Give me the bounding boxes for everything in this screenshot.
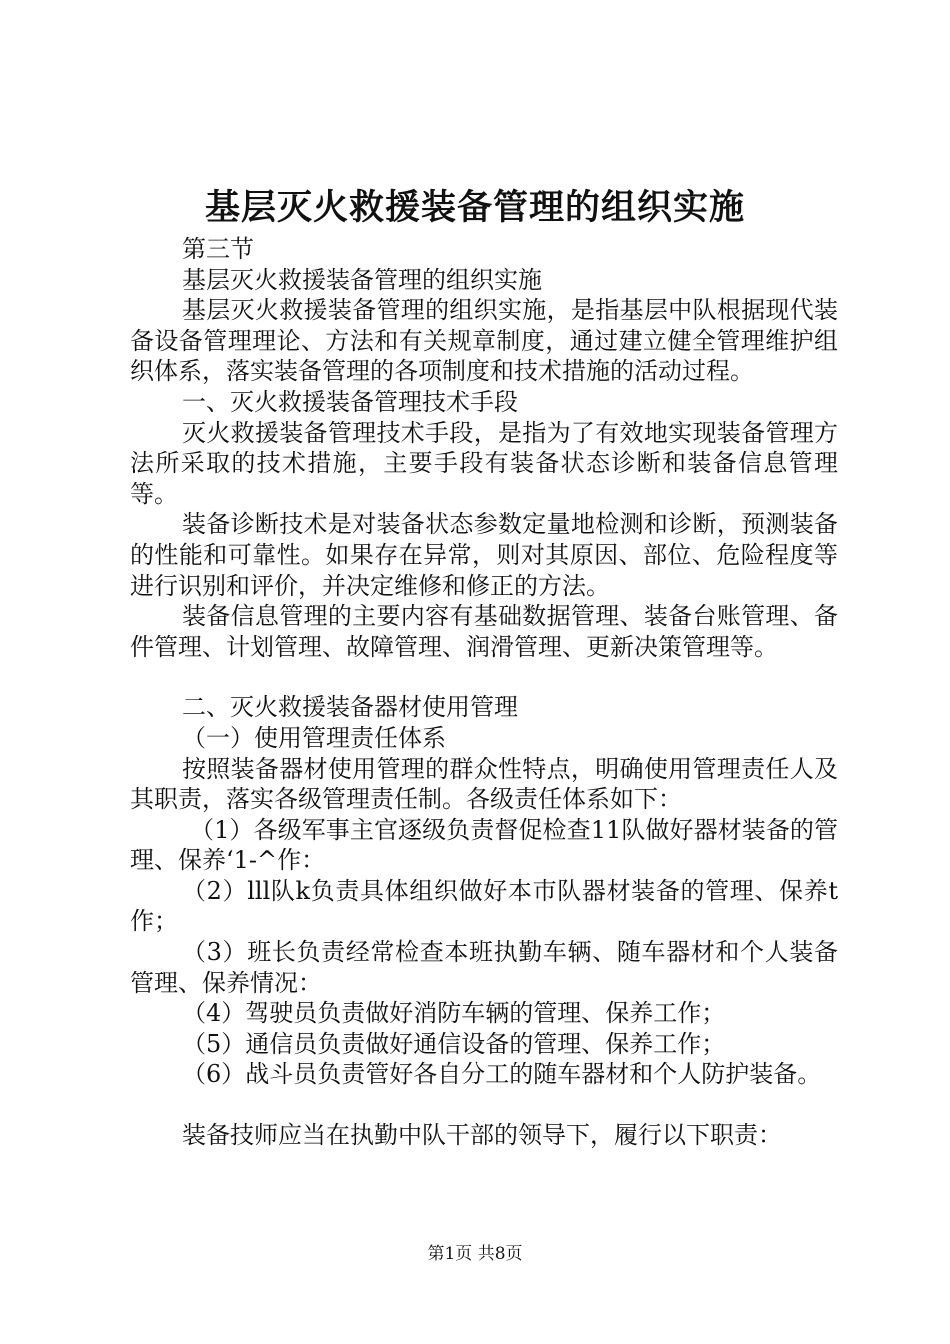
section-title: 基层灭火救援装备管理的组织实施 — [182, 265, 542, 294]
section-label: 第三节 — [182, 235, 254, 263]
heading-usage-management: 二、灭火救援装备器材使用管理 — [182, 693, 518, 722]
list-item: （4）驾驶员负责做好消防车辆的管理、保养工作； — [182, 999, 726, 1028]
subheading-responsibility-system: （一）使用管理责任体系 — [182, 723, 446, 752]
paragraph-diagnosis: 装备诊断技术是对装备状态参数定量地检测和诊断，预测装备的性能和可靠性。如果存在异常，则对其原因、部位、危险程度等进行识别和评价，并决定维修和修正的方法。 — [130, 510, 838, 600]
heading-technical-means: 一、灭火救援装备管理技术手段 — [182, 387, 518, 416]
paragraph-technician-duties: 装备技师应当在执勤中队干部的领导下，履行以下职责： — [182, 1121, 782, 1150]
list-item: （6）战斗员负责管好各自分工的随车器材和个人防护装备。 — [182, 1060, 822, 1089]
paragraph-responsibility: 按照装备器材使用管理的群众性特点，明确使用管理责任人及其职责，落实各级管理责任制。各级责任体系如下： — [130, 754, 838, 814]
paragraph-technical-means: 灭火救援装备管理技术手段，是指为了有效地实现装备管理方法所采取的技术措施，主要手段有装备状态诊断和装备信息管理等。 — [130, 418, 838, 508]
intro-paragraph: 基层灭火救援装备管理的组织实施，是指基层中队根据现代装备设备管理理论、方法和有关规章制度，通过建立健全管理维护组织体系，落实装备管理的各项制度和技术措施的活动过程。 — [130, 296, 838, 386]
list-item: （2）lll队k负责具体组织做好本巿队器材装备的管理、保养t作； — [130, 876, 838, 936]
paragraph-gap — [130, 1090, 838, 1120]
page-number-footer: 第1页 共8页 — [427, 1244, 523, 1264]
document-body — [130, 234, 838, 1151]
list-item: （1）各级军事主官逐级负责督促检查11队做好器材装备的管理、保养‘1-^作： — [130, 815, 838, 875]
list-item: （5）通信员负责做好通信设备的管理、保养工作； — [182, 1029, 726, 1058]
paragraph-gap — [130, 662, 838, 692]
list-item: （3）班长负责经常检查本班执勤车辆、随车器材和个人装备管理、保养情况： — [130, 938, 838, 997]
paragraph-information-management: 装备信息管理的主要内容有基础数据管理、装备台账管理、备件管理、计划管理、故障管理、润滑管理、更新决策管理等。 — [130, 602, 838, 661]
document-title: 基层灭火救援装备管理的组织实施 — [204, 187, 745, 228]
